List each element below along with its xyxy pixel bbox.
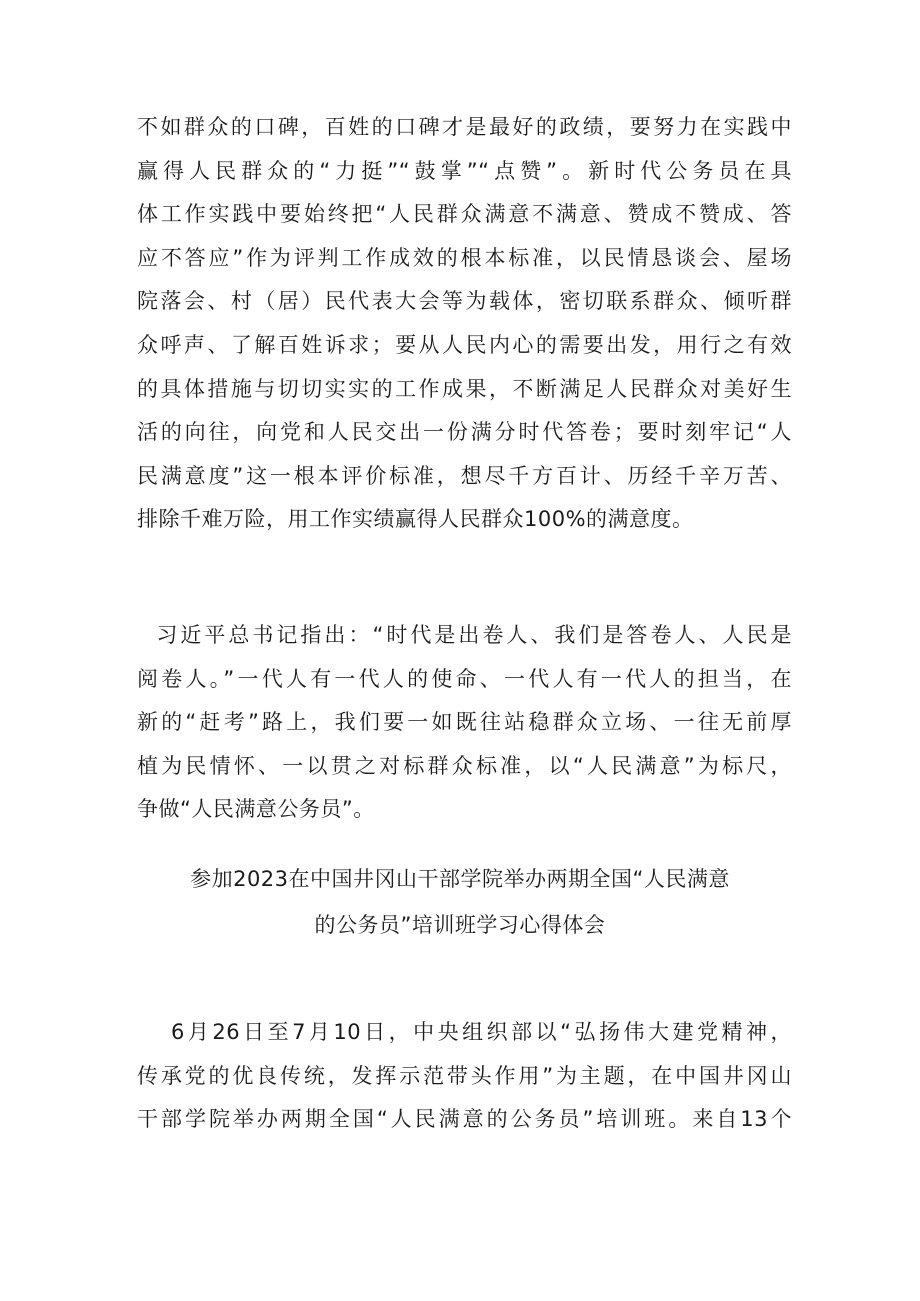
paragraph-line: 6月26日至7月10日，中央组织部以“弘扬伟大建党精神， xyxy=(171,1020,792,1044)
paragraph-line: 活的向往，向党和人民交出一份满分时代答卷；要时刻牢记“人 xyxy=(137,420,792,445)
paragraph-2 xyxy=(137,614,792,832)
paragraph-line: 民满意度”这一根本评价标准，想尽千方百计、历经千辛万苦、 xyxy=(137,463,792,488)
paragraph-line: 赢得人民群众的“力挺”“鼓掌”“点赞”。新时代公务员在具 xyxy=(137,158,792,183)
paragraph-line: 习近平总书记指出：“时代是出卷人、我们是答卷人、人民是 xyxy=(137,623,792,647)
paragraph-1 xyxy=(137,106,792,542)
paragraph-line: 排除千难万险，用工作实绩赢得人民群众100%的满意度。 xyxy=(137,507,694,532)
paragraph-line: 阅卷人。”一代人有一代人的使命、一代人有一代人的担当，在 xyxy=(137,666,792,691)
paragraph-line: 不如群众的口碑，百姓的口碑才是最好的政绩，要努力在实践中 xyxy=(137,115,792,139)
paragraph-3 xyxy=(137,1011,792,1142)
paragraph-line: 的具体措施与切切实实的工作成果，不断满足人民群众对美好生 xyxy=(137,376,792,401)
paragraph-line: 传承党的优良传统，发挥示范带头作用”为主题，在中国井冈山 xyxy=(137,1063,792,1088)
article-title-line-2: 的公务员”培训班学习心得体会 xyxy=(314,913,606,937)
paragraph-line: 众呼声、了解百姓诉求；要从人民内心的需要出发，用行之有效 xyxy=(137,332,792,357)
paragraph-line: 干部学院举办两期全国“人民满意的公务员”培训班。来自13个 xyxy=(137,1107,792,1132)
paragraph-line: 植为民情怀、一以贯之对标群众标准，以“人民满意”为标尺， xyxy=(137,753,792,778)
paragraph-line: 体工作实践中要始终把“人民群众满意不满意、赞成不赞成、答 xyxy=(137,202,792,227)
paragraph-line: 应不答应”作为评判工作成效的根本标准，以民情恳谈会、屋场 xyxy=(137,245,792,270)
paragraph-line: 院落会、村（居）民代表大会等为载体，密切联系群众、倾听群 xyxy=(137,289,792,314)
paragraph-line: 争做“人民满意公务员”。 xyxy=(137,797,375,822)
paragraph-line: 新的“赶考”路上，我们要一如既往站稳群众立场、一往无前厚 xyxy=(137,710,792,735)
article-title-line-1: 参加2023在中国井冈山干部学院举办两期全国“人民满意 xyxy=(190,867,730,891)
